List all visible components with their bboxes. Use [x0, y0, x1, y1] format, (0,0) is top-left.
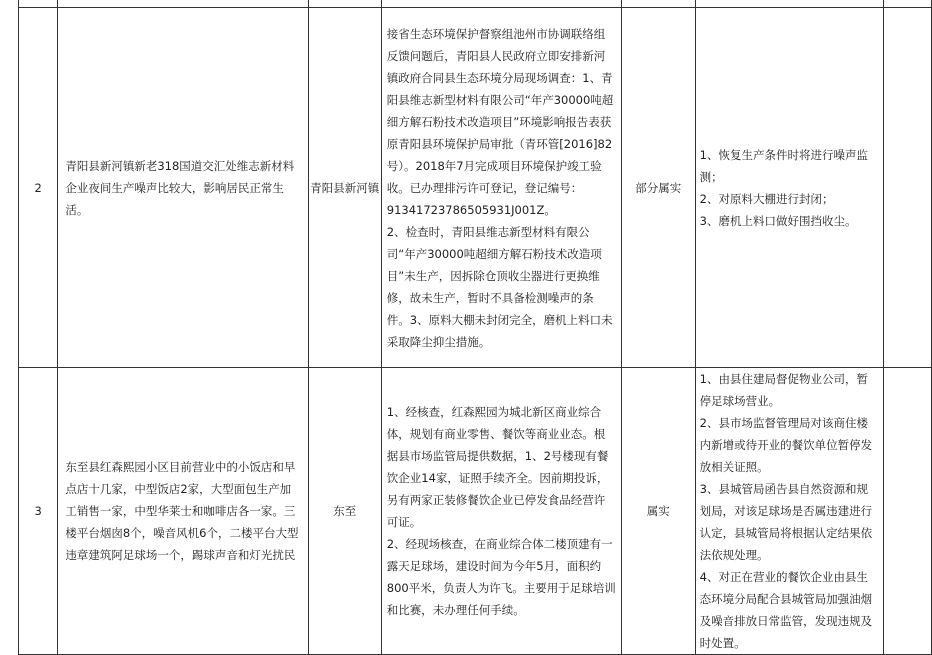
measure-item: 3、磨机上料口做好围挡收尘。 [699, 213, 857, 228]
investigation-result [381, 368, 621, 655]
row-number: 3 [19, 368, 58, 655]
row-number: 2 [19, 8, 58, 368]
measure-item: 1、恢复生产条件时将进行噪声监测； [699, 147, 868, 184]
measure-item: 2、县市场监督管理局对该商住楼内新增或待开业的餐饮单位暂停发放相关证照。 [699, 416, 873, 474]
complaint-content: 东至县红森熙园小区目前营业中的小饭店和早点店十几家，中型饭店2家，大型面包生产加工销售一家，中型华莱士和咖啡店各一家。三楼平台烟囱8个，噪音风机6个，二楼平台大型违章建筑阿足球场一个，踢球声音和灯光扰民 [58, 368, 308, 655]
empty-cell [883, 8, 931, 368]
previous-row-tail [19, 0, 932, 8]
investigation-paragraph: 2、经现场核查，在商业综合体二楼顶建有一露天足球场，建设时间为今年5月，面积约800平米，负责人为许飞。主要用于足球培训和比赛，未办理任何手续。 [386, 537, 616, 617]
investigation-paragraph: 接省生态环境保护督察组池州市协调联络组反馈问题后，青阳县人民政府立即安排新河镇政府合同县生态环境分局现场调查：1、青阳县维志新型材料有限公司“年产30000吨超细方解石粉技术改造项目”环境影响报告表获原青阳县环境保护局审批（青环管[2016]82号）。2018年7月完成项目环境保护竣工验收。已办理排污许可登记，登记编号：91341723786505931J001Z。 [386, 26, 614, 217]
empty-cell [883, 368, 931, 655]
investigation-result [381, 8, 621, 368]
measure-item: 1、由县住建局督促物业公司，暂停足球场营业。 [699, 372, 868, 408]
verdict: 部分属实 [621, 8, 695, 368]
verdict: 属实 [621, 368, 695, 655]
investigation-paragraph: 2、检查时，青阳县维志新型材料有限公司“年产30000吨超细方解石粉技术改造项目”未生产，因拆除仓顶收尘器进行更换维修，故未生产，暂时不具备检测噪声的条件。3、原料大棚未封闭完全，磨机上料口未采取降尘抑尘措施。 [386, 224, 613, 349]
handling-measures [695, 8, 883, 368]
complaint-content: 青阳县新河镇新老318国道交汇处维志新材料企业夜间生产噪声比较大，影响居民正常生活。 [58, 8, 308, 368]
table-row [19, 368, 932, 655]
administrative-region: 东至 [308, 368, 381, 655]
investigation-paragraph: 1、经核查，红森熙园为城北新区商业综合体，规划有商业零售、餐饮等商业业态。根据县市场监管局提供数据，1、2号楼现有餐饮企业14家，证照手续齐全。因前期投诉，另有两家正装修餐饮企业已停发食品经营许可证。 [386, 405, 609, 529]
table-row [19, 8, 932, 368]
administrative-region: 青阳县新河镇 [308, 8, 381, 368]
complaint-table [18, 0, 932, 655]
handling-measures [695, 368, 883, 655]
measure-item: 4、对正在营业的餐饮企业由县生态环境分局配合县城管局加强油烟及噪音排放日常监管，发现违规及时处置。 [699, 570, 873, 650]
measure-item: 3、县城管局函告县自然资源和规划局，对该足球场是否属违建进行认定，县城管局将根据认定结果依法依规处理。 [699, 482, 873, 562]
measure-item: 2、对原料大棚进行封闭； [699, 191, 834, 206]
